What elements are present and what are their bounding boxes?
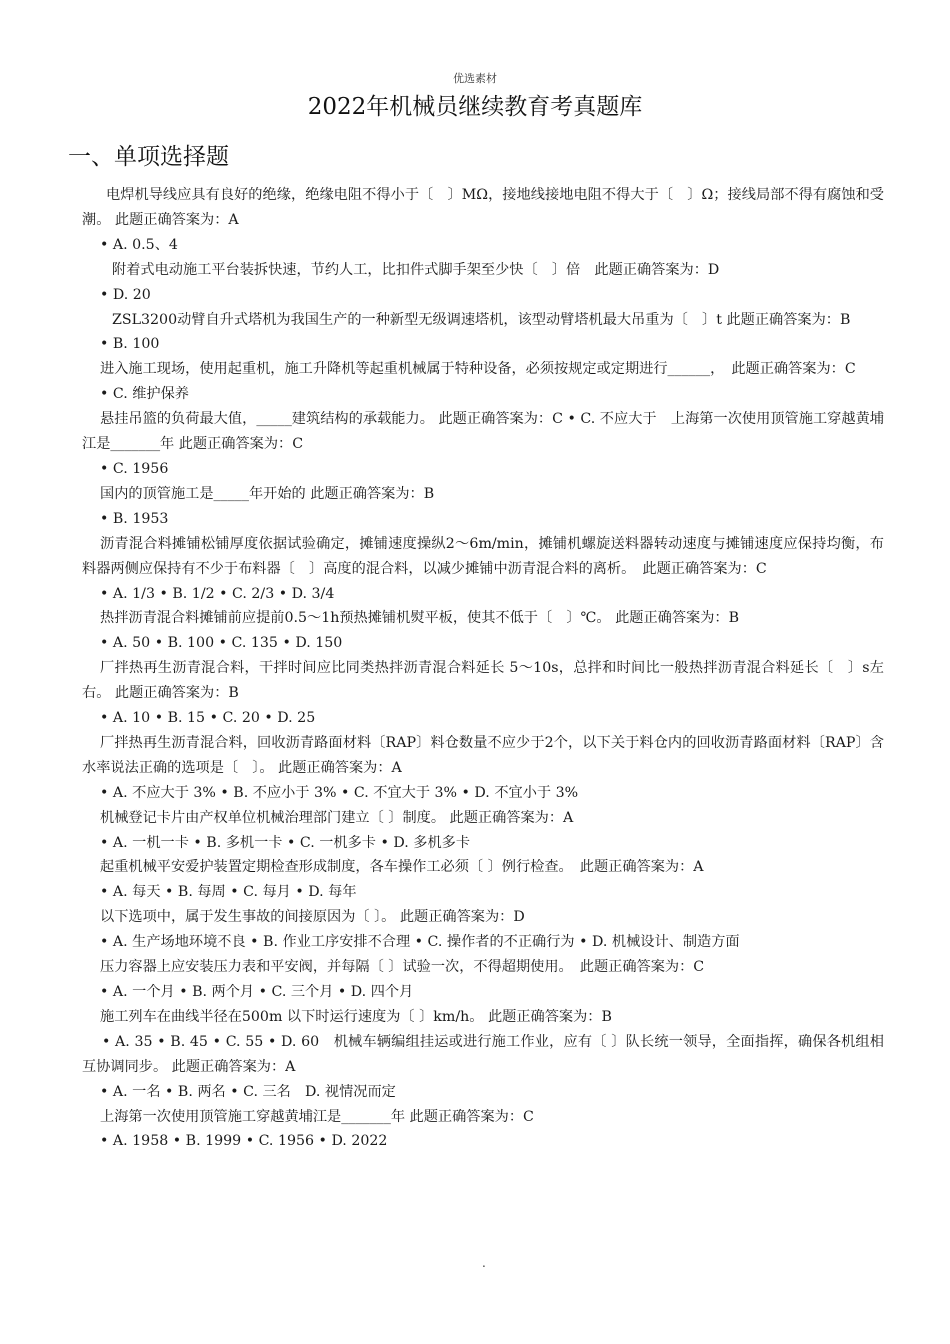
question-text: 国内的顶管施工是_____年开始的 此题正确答案为：B xyxy=(100,485,435,502)
question-text: 热拌沥青混合料摊铺前应提前0.5～1h预热摊铺机熨平板，使其不低于〔 〕℃。 此题正确答案为：B xyxy=(100,610,740,627)
answer-options: • D. 20 xyxy=(100,286,151,303)
question-text: 附着式电动施工平台装拆快速，节约人工，比扣件式脚手架至少快〔 〕倍 此题正确答案为：D xyxy=(112,261,720,278)
answer-options: • B. 1953 xyxy=(100,510,169,527)
question-text: 施工列车在曲线半径在500m 以下时运行速度为〔 〕km/h。 此题正确答案为：B xyxy=(100,1008,612,1025)
answer-options: • A. 每天 • B. 每周 • C. 每月 • D. 每年 xyxy=(100,884,357,901)
question-text: 以下选项中，属于发生事故的间接原因为〔 〕。 此题正确答案为：D xyxy=(100,909,525,926)
question-text: ZSL3200动臂自升式塔机为我国生产的一种新型无级调速塔机，该型动臂塔机最大吊重为〔 〕t 此题正确答案为：B xyxy=(112,311,851,328)
answer-options: • A. 一机一卡 • B. 多机一卡 • C. 一机多卡 • D. 多机多卡 xyxy=(100,834,471,851)
header-note: 优选素材 xyxy=(453,72,497,85)
answer-options: • A. 1/3 • B. 1/2 • C. 2/3 • D. 3/4 xyxy=(100,585,335,602)
question-text: 电焊机导线应具有良好的绝缘，绝缘电阻不得小于〔 〕MΩ，接地线接地电阻不得大于〔 〕Ω；接线局部不得有腐蚀和受潮。 此题正确答案为：A xyxy=(82,187,884,228)
question-text: 厂拌热再生沥青混合料，回收沥青路面材料〔RAP〕料仓数量不应少于2个，以下关于料仓内的回收沥青路面材料〔RAP〕含水率说法正确的选项是〔 〕。 此题正确答案为：A xyxy=(82,734,884,776)
question-text: 沥青混合料摊铺松铺厚度依据试验确定，摊铺速度操纵2～6m/min，摊铺机螺旋送料器转动速度与摊铺速度应保持均衡，布料器两侧应保持有不少于布料器〔 〕高度的混合料，以减少摊铺中沥青混合料的离析。 此题正确答案为：C xyxy=(82,535,884,577)
document-title: 2022年机械员继续教育考真题库 xyxy=(307,94,643,120)
answer-options: • A. 一个月 • B. 两个月 • C. 三个月 • D. 四个月 xyxy=(100,984,414,1000)
answer-options: • A. 生产场地环境不良 • B. 作业工序安排不合理 • C. 操作者的不正确行为 • D. 机械设计、制造方面 xyxy=(100,934,740,951)
section-title: 一、单项选择题 xyxy=(68,144,229,170)
answer-options: • A. 0.5、4 xyxy=(100,236,178,253)
question-text: 上海第一次使用顶管施工穿越黄埔江是_______年 此题正确答案为：C xyxy=(100,1108,534,1125)
question-text: 厂拌热再生沥青混合料，干拌时间应比同类热拌沥青混合料延长 5～10s，总拌和时间比一般热拌沥青混合料延长〔 〕s左右。 此题正确答案为：B xyxy=(82,660,884,702)
answer-options: • C. 维护保养 xyxy=(100,386,189,403)
page-footer-mark: . xyxy=(482,1256,486,1270)
question-text: 起重机械平安爱护装置定期检查形成制度，各车操作工必须〔 〕例行检查。 此题正确答案为：A xyxy=(100,859,704,876)
answer-options: • A. 1958 • B. 1999 • C. 1956 • D. 2022 xyxy=(100,1133,388,1150)
answer-options: • A. 一名 • B. 两名 • C. 三名 D. 视情况而定 xyxy=(100,1083,396,1100)
answer-options: • B. 100 xyxy=(100,336,160,353)
question-text: 悬挂吊篮的负荷最大值，_____建筑结构的承载能力。 此题正确答案为：C • C. 不应大于 上海第一次使用顶管施工穿越黄埔江是_______年 此题正确答案为：C xyxy=(82,411,884,453)
question-text: 压力容器上应安装压力表和平安阀，并每隔〔 〕试验一次，不得超期使用。 此题正确答案为：C xyxy=(100,959,705,976)
answer-options: • A. 50 • B. 100 • C. 135 • D. 150 xyxy=(100,635,343,652)
question-text: 进入施工现场，使用起重机，施工升降机等起重机械属于特种设备，必须按规定或定期进行______， 此题正确答案为：C xyxy=(100,361,856,378)
answer-options: • A. 不应大于 3% • B. 不应小于 3% • C. 不宜大于 3% • D. 不宜小于 3% xyxy=(100,784,579,801)
question-text: • A. 35 • B. 45 • C. 55 • D. 60 机械车辆编组挂运或进行施工作业，应有〔 〕队长统一领导，全面指挥，确保各机组相互协调同步。 此题正确答案为：A xyxy=(82,1033,884,1075)
question-list xyxy=(82,183,884,1154)
answer-options: • C. 1956 xyxy=(100,460,169,477)
answer-options: • A. 10 • B. 15 • C. 20 • D. 25 xyxy=(100,710,316,727)
question-text: 机械登记卡片由产权单位机械治理部门建立〔 〕制度。 此题正确答案为：A xyxy=(100,809,574,826)
